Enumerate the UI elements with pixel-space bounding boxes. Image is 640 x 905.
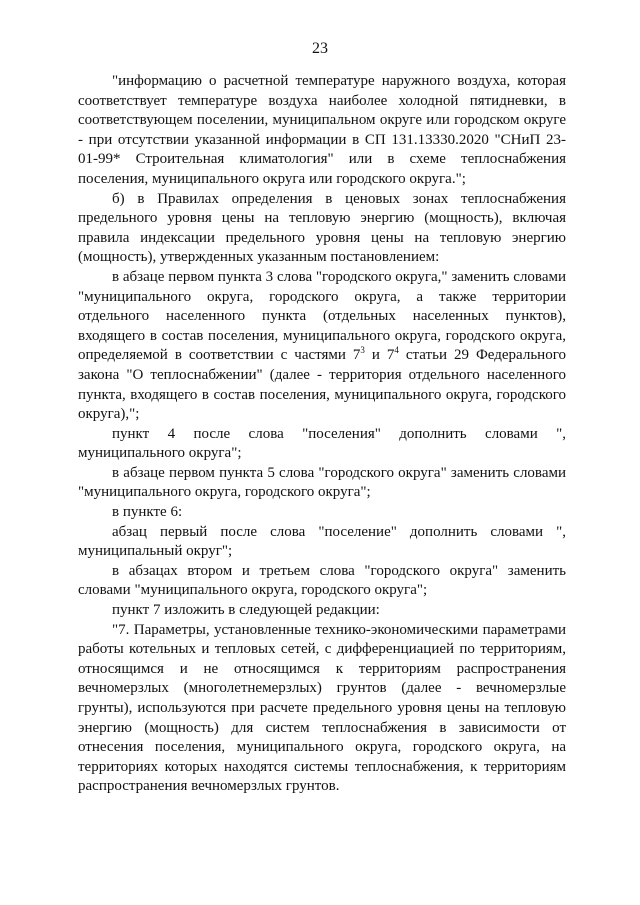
paragraph-point-6-second-third: в абзацах втором и третьем слова "городского округа" заменить словами "муниципального округа, городского округа";: [78, 562, 566, 599]
paragraph-point-3-text-middle: и 7: [364, 347, 395, 364]
superscript-3: 3: [360, 345, 365, 356]
paragraph-air-temperature: "информацию о расчетной температуре наружного воздуха, которая соответствует температуре воздуха наиболее холодной пятидневки, в соответствующем поселении, муниципальном округе или городском округе - при отсутствии указанной информации в СП 131.13330.2020 "СНиП 23-01-99* Строительная климатология" или в схеме теплоснабжения поселения, муниципального округа или городского округа.";: [78, 73, 566, 187]
paragraph-point-3: [78, 268, 566, 425]
paragraph-rules-heading: б) в Правилах определения в ценовых зонах теплоснабжения предельного уровня цены на тепловую энергию (мощность), включая правила индексации предельного уровня цены на тепловую энергию (мощность), утвержденных указанным постановлением:: [78, 190, 566, 266]
paragraph-point-3-text-end: статьи 29 Федерального закона "О теплоснабжении" (далее - территория отдельного населенного пункта, входящего в состав поселения, муниципального округа, городского округа),";: [78, 347, 566, 423]
paragraph-point-7-text: "7. Параметры, установленные технико-экономическими параметрами работы котельных и тепловых сетей, с дифференциацией по территориям, относящимся и не относящимся к территориям распространения вечномерзлых (многолетнемерзлых) грунтов (далее - вечномерзлые грунты), используются при расчете предельного уровня цены на тепловую энергию (мощность) для систем теплоснабжения в зависимости от отнесения поселения, муниципального округа, городского округа, на территориях которых находятся системы теплоснабжения, к территориям распространения вечномерзлых грунтов.: [78, 621, 566, 795]
paragraph-point-5: в абзаце первом пункта 5 слова "городского округа" заменить словами "муниципального округа, городского округа";: [78, 464, 566, 501]
paragraph-point-4: пункт 4 после слова "поселения" дополнить словами ", муниципального округа";: [78, 425, 566, 462]
paragraph-point-6-first: абзац первый после слова "поселение" дополнить словами ", муниципальный округ";: [78, 523, 566, 560]
paragraph-point-6-heading: в пункте 6:: [112, 504, 183, 521]
page-number: 23: [312, 40, 328, 57]
document-body: [78, 72, 566, 797]
paragraph-point-7-heading: пункт 7 изложить в следующей редакции:: [112, 602, 380, 619]
paragraph-point-3-text-start: в абзаце первом пункта 3 слова "городского округа," заменить словами "муниципального округа, городского округа, а также территории отдельного населенного пункта (отдельных населенных пунктов), входящего в состав поселения, муниципального округа, городского округа, определяемой в соответствии с частями 7: [78, 268, 566, 364]
superscript-4: 4: [394, 345, 399, 356]
